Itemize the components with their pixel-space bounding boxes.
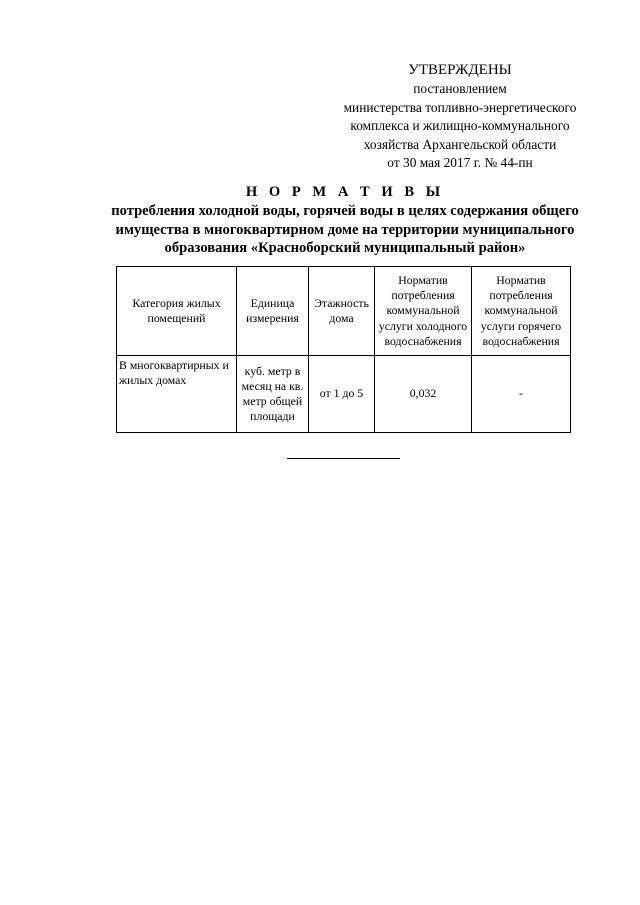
closing-rule <box>287 458 400 459</box>
approval-line: комплекса и жилищно-коммунального <box>350 118 570 134</box>
heading-line: имущества в многоквартирном доме на территории муниципального <box>115 221 575 238</box>
table-cell-cold-water: 0,032 <box>375 356 472 433</box>
table-cell-unit: куб. метр в месяц на кв. метр общей площади <box>237 356 309 433</box>
table-cell-hot-water: - <box>472 356 571 433</box>
column-header-unit: Единица измерения <box>237 267 309 356</box>
table-cell-category: В многоквартирных и жилых домах <box>117 356 237 433</box>
heading-line: образования «Красноборский муниципальный район» <box>164 240 526 257</box>
approval-line: министерства топливно-энергетического <box>343 99 577 115</box>
column-header-category: Категория жилых помещений <box>117 267 237 356</box>
heading-line: потребления холодной воды, горячей воды в целях содержания общего <box>111 202 579 219</box>
approval-line: постановлением <box>413 81 507 96</box>
norms-table <box>116 266 571 433</box>
approval-line: от 30 мая 2017 г. № 44-пн <box>387 155 533 171</box>
approval-line: хозяйства Архангельской области <box>363 136 557 152</box>
document-heading <box>80 183 610 258</box>
column-header-hot-water: Норматив потребления коммунальной услуги горячего водоснабжения <box>472 267 571 356</box>
heading-word: Н О Р М А Т И В Ы <box>245 184 445 200</box>
approval-title: УТВЕРЖДЕНЫ <box>408 62 512 78</box>
table-cell-floors: от 1 до 5 <box>309 356 375 433</box>
table-row <box>117 356 571 433</box>
column-header-floors: Этажность дома <box>309 267 375 356</box>
column-header-cold-water: Норматив потребления коммунальной услуги холодного водоснабжения <box>375 267 472 356</box>
table-header-row <box>117 267 571 356</box>
approval-block <box>320 60 600 173</box>
